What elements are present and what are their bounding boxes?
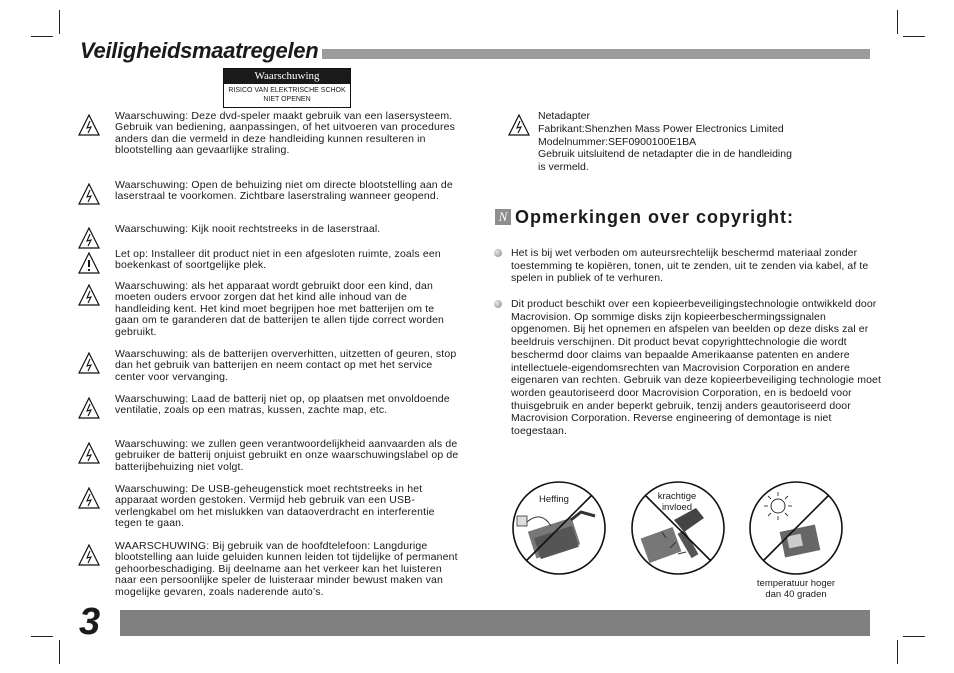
warning-label-text: RISICO VAN ELEKTRISCHE SCHOK NIET OPENEN: [228, 87, 346, 103]
lightning-warning-icon: [78, 397, 100, 419]
warning-label-heading: Waarschuwing: [224, 69, 350, 84]
crop-mark: [31, 636, 53, 637]
lightning-warning-icon: [78, 442, 100, 464]
section-logo-icon: N: [495, 209, 511, 225]
warning-text: Waarschuwing: we zullen geen verantwoordelijkheid aanvaarden als de gebruiker de batterij onjuist gebruikt en onze waarschuwingslabel op de batterijbehuizing niet volgt.: [115, 438, 459, 473]
lightning-warning-icon: [78, 544, 100, 566]
crop-mark: [31, 36, 53, 37]
bullet-dot-icon: [494, 300, 502, 308]
bullet-dot-icon: [494, 249, 502, 257]
lightning-warning-icon: [78, 227, 100, 249]
crop-mark: [59, 640, 60, 664]
lightning-warning-icon: [508, 114, 530, 136]
exclamation-warning-icon: [78, 252, 100, 274]
crop-mark: [897, 10, 898, 34]
warning-text: Waarschuwing: Laad de batterij niet op, op plaatsen met onvoldoende ventilatie, zoals op een matras, kussen, zachte map, etc.: [115, 393, 450, 417]
crop-mark: [897, 640, 898, 664]
pictogram-label: temperatuur hoger dan 40 graden: [756, 578, 836, 600]
warning-text: Waarschuwing: De USB-geheugenstick moet rechtstreeks in het apparaat worden gestoken. Vermijd heb gebruik van een USB-verlengkabel om het mislukken van dataoverdracht en interferentie tegen te gaan.: [115, 483, 435, 530]
no-heat-icon: [748, 480, 844, 576]
warning-text: WAARSCHUWING: Bij gebruik van de hoofdtelefoon: Langdurige blootstelling aan luide geluiden kunnen leiden tot tijdelijke of permanent gehoorbeschadiging. Bij deelname aan het verkeer kan het luisteren naar een persoonlijke speler de luisteraar minder bewust maken van mogelijke gevaren, zoals naderende auto’s.: [115, 540, 458, 598]
crop-mark: [903, 36, 925, 37]
lightning-warning-icon: [78, 183, 100, 205]
warning-text: Waarschuwing: als het apparaat wordt gebruikt door een kind, dan moeten ouders ervoor zorgen dat het kind alle inhoud van de handleiding kent. Het kind moet begrijpen hoe met batterijen om te gaan om te garanderen dat de batterijen te allen tijde correct worden gebruikt.: [115, 280, 445, 338]
crop-mark: [903, 636, 925, 637]
lightning-warning-icon: [78, 284, 100, 306]
warning-text: Waarschuwing: Deze dvd-speler maakt gebruik van een lasersysteem. Gebruik van bediening, aanpassingen, of het uitvoeren van procedures anders dan die vermeld in deze handleiding kunnen resulteren in blootstelling aan gevaarlijke straling.: [115, 110, 456, 157]
adapter-line: Fabrikant:Shenzhen Mass Power Electronics Limited: [538, 122, 784, 135]
adapter-line: Modelnummer:SEF0900100E1BA: [538, 135, 697, 148]
warning-label: [223, 68, 351, 108]
pictogram-label: krachtige invloed: [657, 491, 697, 513]
adapter-line: Netadapter: [538, 110, 590, 122]
footer-bar: [120, 610, 870, 636]
copyright-bullet-text: Het is bij wet verboden om auteursrechtelijk beschermd materiaal zonder toestemming te kopiëren, tonen, uit te zenden, uit te zenden via kabel, af te spelen in publiek of te verhuren.: [511, 247, 869, 285]
adapter-line: is vermeld.: [538, 161, 589, 174]
lightning-warning-icon: [78, 114, 100, 136]
warning-text: Waarschuwing: Open de behuizing niet om directe blootstelling aan de laserstraal te voorkomen. Zichtbare laserstraling wanneer geopend.: [115, 179, 453, 203]
warning-text: Waarschuwing: als de batterijen oververhitten, uitzetten of geuren, stop dan het gebruik van batterijen en neem contact op met het service center voor vervanging.: [115, 348, 457, 383]
adapter-text: [538, 110, 848, 174]
page-title: Veiligheidsmaatregelen: [80, 38, 322, 64]
copyright-bullet-text: Dit product beschikt over een kopieerbeveiligingstechnologie ontwikkeld door Macrovision. Op sommige disks zijn kopieerbeschermingssignalen opgenomen. Bij het opnemen en afspelen van beelden op deze disks zal er beeldruis verschijnen. Dit product bevat copyrighttechnologie die wordt beschermd door claims van bepaalde Amerikaanse patenten en andere intellectuele-eigendomsrechten van Macrovision Corporation en andere eigenaren van rechten. Gebruik van deze kopieerbeveiliging technologie moet worden geautoriseerd door Macrovision Corporation, en is bedoeld voor thuisgebruik en ander beperkt gebruik, tenzij anders geautoriseerd door Macrovision Corporation. Reverse engineering of demontage is niet toegestaan.: [511, 298, 881, 438]
crop-mark: [59, 10, 60, 34]
adapter-line: Gebruik uitsluitend de netadapter die in de handleiding: [538, 148, 792, 161]
lightning-warning-icon: [78, 352, 100, 374]
copyright-heading-text: Opmerkingen over copyright:: [515, 207, 795, 227]
warning-text: Waarschuwing: Kijk nooit rechtstreeks in de laserstraal.: [115, 223, 381, 235]
lightning-warning-icon: [78, 487, 100, 509]
page-number: 3: [79, 601, 101, 643]
warning-text: Let op: Installeer dit product niet in een afgesloten ruimte, zoals een boekenkast of soortgelijke plek.: [115, 248, 441, 272]
pictogram-label: Heffing: [539, 494, 569, 505]
